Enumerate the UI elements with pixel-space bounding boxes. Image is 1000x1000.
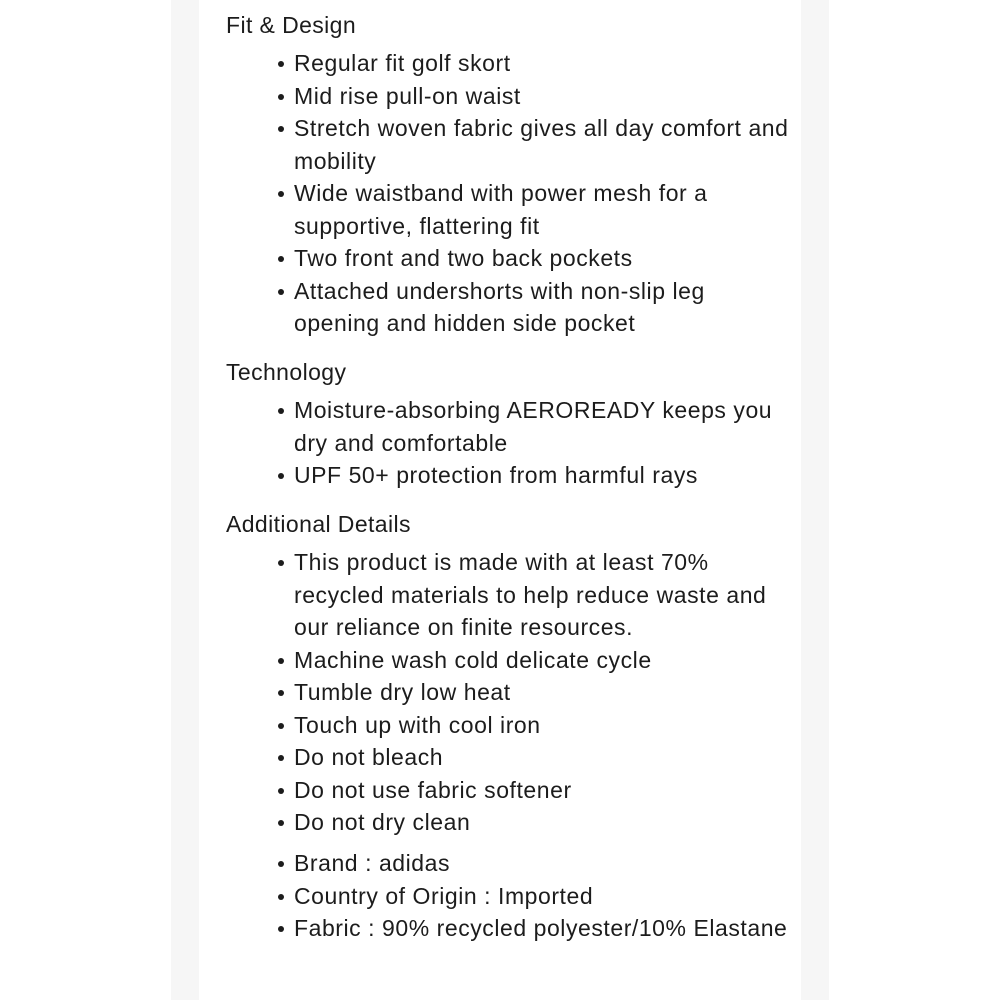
section-technology	[226, 356, 796, 508]
bullet-list	[226, 546, 796, 839]
list-item: Do not dry clean	[294, 806, 796, 839]
list-item: This product is made with at least 70% recycled materials to help reduce waste and our reliance on finite resources.	[294, 546, 796, 644]
section-additional-details	[226, 508, 796, 847]
list-item: Tumble dry low heat	[294, 676, 796, 709]
spec-item-fabric: Fabric : 90% recycled polyester/10% Elastane	[294, 912, 796, 945]
list-item: Wide waistband with power mesh for a supportive, flattering fit	[294, 177, 796, 242]
spec-item-brand: Brand : adidas	[294, 847, 796, 880]
section-fit-design	[226, 9, 796, 356]
bullet-list	[226, 47, 796, 340]
section-title: Technology	[226, 359, 347, 385]
product-details	[226, 9, 796, 945]
spec-item-origin: Country of Origin : Imported	[294, 880, 796, 913]
right-gutter	[801, 0, 829, 1000]
list-item: UPF 50+ protection from harmful rays	[294, 459, 796, 492]
list-item: Attached undershorts with non-slip leg opening and hidden side pocket	[294, 275, 796, 340]
section-title: Fit & Design	[226, 12, 357, 38]
section-specs	[226, 847, 796, 945]
list-item: Moisture-absorbing AEROREADY keeps you dry and comfortable	[294, 394, 796, 459]
list-item: Mid rise pull-on waist	[294, 80, 796, 113]
list-item: Stretch woven fabric gives all day comfort and mobility	[294, 112, 796, 177]
list-item: Do not bleach	[294, 741, 796, 774]
spec-list	[226, 847, 796, 945]
list-item: Machine wash cold delicate cycle	[294, 644, 796, 677]
list-item: Regular fit golf skort	[294, 47, 796, 80]
left-gutter	[171, 0, 199, 1000]
bullet-list	[226, 394, 796, 492]
section-title: Additional Details	[226, 511, 411, 537]
list-item: Touch up with cool iron	[294, 709, 796, 742]
list-item: Do not use fabric softener	[294, 774, 796, 807]
list-item: Two front and two back pockets	[294, 242, 796, 275]
